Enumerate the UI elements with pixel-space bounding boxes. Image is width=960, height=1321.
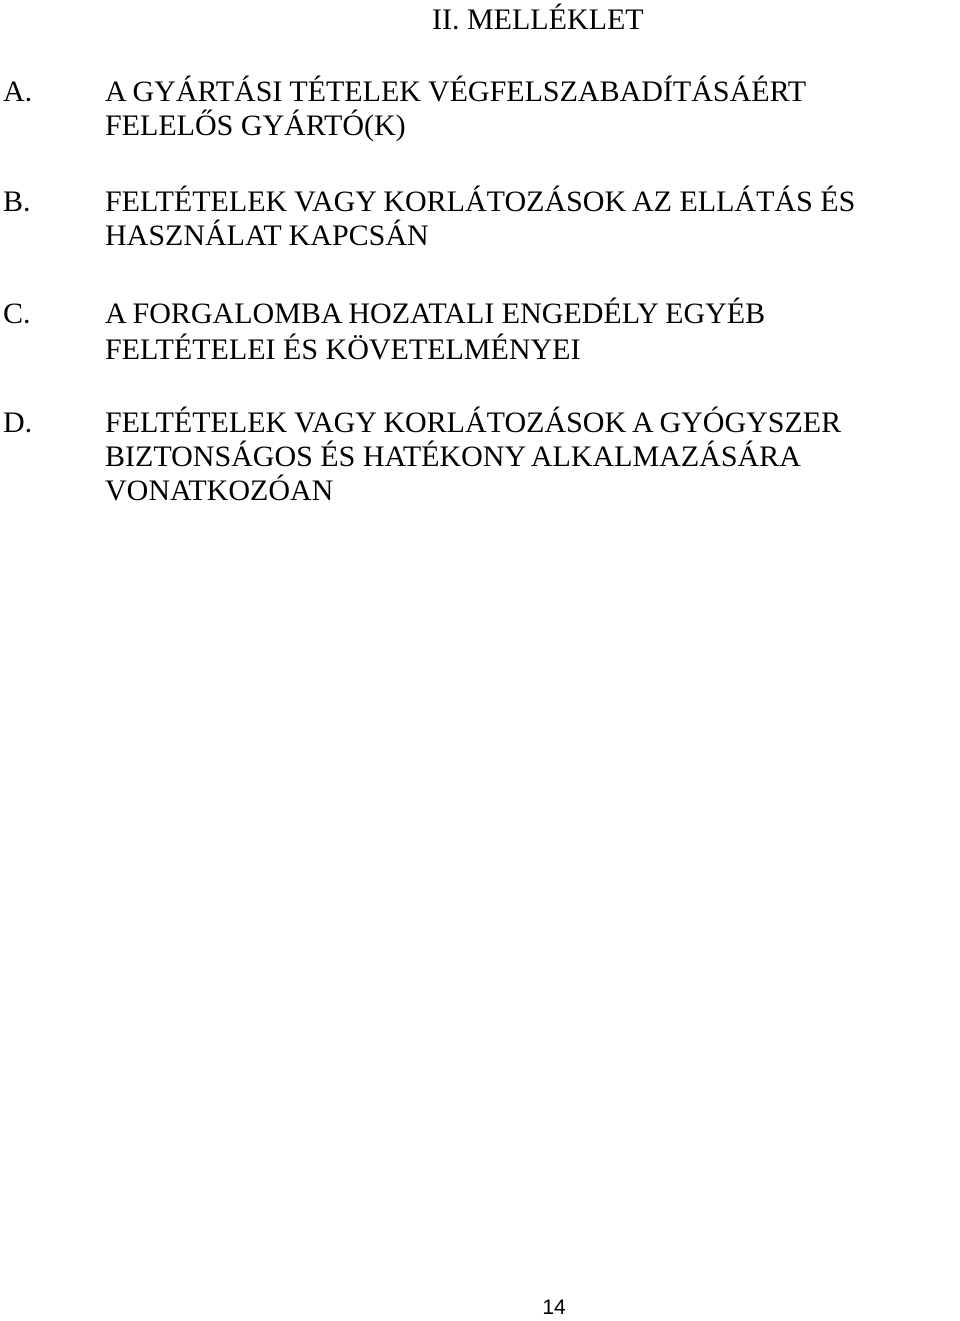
section-heading-line: FELTÉTELEI ÉS KÖVETELMÉNYEI	[105, 333, 581, 366]
section-heading-line: HASZNÁLAT KAPCSÁN	[105, 219, 429, 252]
page-number: 14	[542, 1296, 566, 1319]
section-letter: A.	[3, 75, 33, 108]
section-heading-line: A FORGALOMBA HOZATALI ENGEDÉLY EGYÉB	[105, 297, 766, 330]
section-letter: D.	[3, 406, 33, 439]
section-heading-line: A GYÁRTÁSI TÉTELEK VÉGFELSZABADÍTÁSÁÉRT	[105, 75, 807, 108]
section-heading-line: FELTÉTELEK VAGY KORLÁTOZÁSOK A GYÓGYSZER	[105, 406, 842, 439]
section-letter: B.	[3, 185, 31, 218]
section-heading-line: VONATKOZÓAN	[105, 474, 334, 507]
section-heading	[105, 406, 955, 508]
annex-title: II. MELLÉKLET	[432, 3, 644, 36]
section-heading-line: FELELŐS GYÁRTÓ(K)	[105, 109, 406, 142]
section-heading-line: BIZTONSÁGOS ÉS HATÉKONY ALKALMAZÁSÁRA	[105, 440, 801, 473]
section-heading	[105, 185, 955, 253]
section-heading	[105, 75, 955, 143]
section-letter: C.	[3, 297, 31, 330]
section-heading-line: FELTÉTELEK VAGY KORLÁTOZÁSOK AZ ELLÁTÁS ÉS	[105, 185, 856, 218]
section-heading	[105, 296, 955, 368]
